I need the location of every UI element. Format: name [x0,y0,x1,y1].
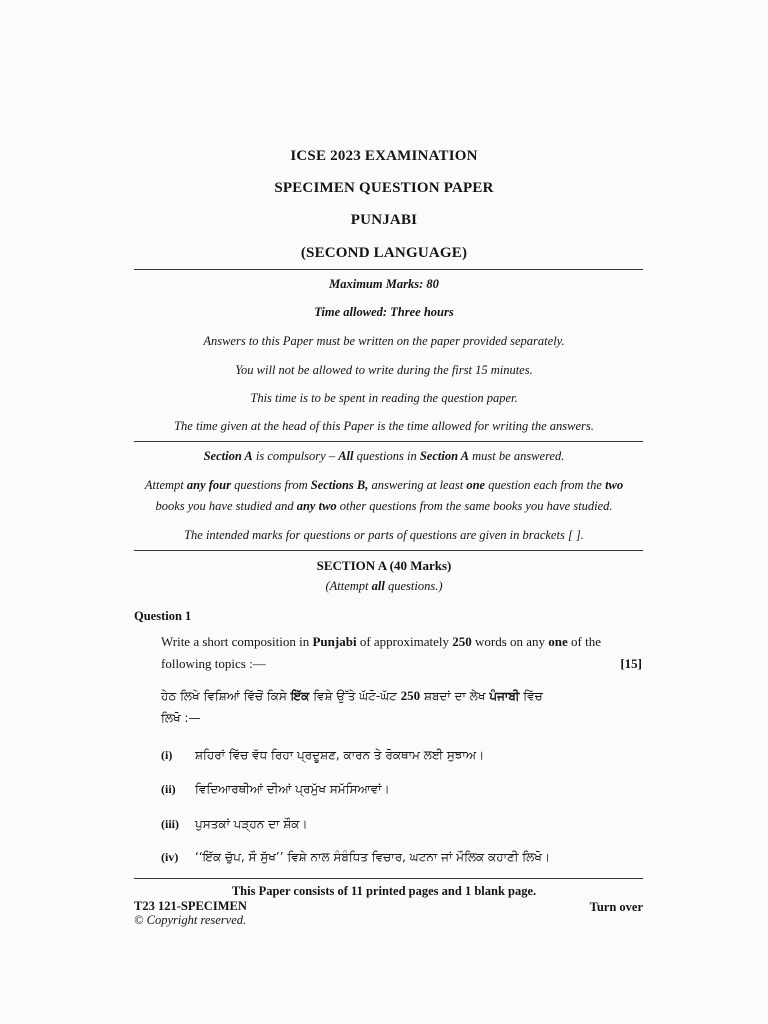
max-marks: Maximum Marks: 80 [329,277,439,291]
attempt-rule-cont: books you have studied and any two other questions from the same books you have studied. [155,499,613,513]
divider [134,878,643,879]
instruction-line: You will not be allowed to write during the first 15 minutes. [235,363,533,377]
subject-title: PUNJABI [350,212,418,228]
list-item: (iv) ‘‘ਇੱਕ ਚੁੱਪ, ਸੌ ਸੁੱਖ’’ ਵਿਸ਼ੇ ਨਾਲ ਸੰਬੰਧਿਤ ਵਿਚਾਰ, ਘਟਨਾ ਜਾਂ ਮੌਲਿਕ ਕਹਾਣੀ ਲਿਖੋ। [161,850,550,864]
marks-note: The intended marks for questions or parts of questions are given in brackets [ ]. [184,528,584,542]
question-text-pa: ਹੇਠ ਲਿਖੇ ਵਿਸ਼ਿਆਂ ਵਿੱਚੋਂ ਕਿਸੇ ਇੱਕ ਵਿਸ਼ੇ ਉੱਤੇ ਘੱਟੋ-ਘੱਟ 250 ਸ਼ਬਦਾਂ ਦਾ ਲੇਖ ਪੰਜਾਬੀ ਵਿੱਚ [161,688,543,703]
question-text-en-cont: following topics :— [161,656,266,671]
divider [134,269,643,270]
question-label: Question 1 [134,609,192,623]
list-item: (i) ਸ਼ਹਿਰਾਂ ਵਿੱਚ ਵੱਧ ਰਿਹਾ ਪ੍ਰਦੂਸ਼ਣ, ਕਾਰਨ ਤੇ ਰੋਕਥਾਮ ਲਈ ਸੁਝਾਅ। [161,748,485,762]
attempt-rule: Attempt any four questions from Sections B, answering at least one question each from the two [144,478,624,492]
paper-code: T23 121-SPECIMEN [134,899,247,913]
instruction-line: Answers to this Paper must be written on the paper provided separately. [203,334,565,348]
instruction-line: This time is to be spent in reading the question paper. [250,391,518,405]
question-text-en: Write a short composition in Punjabi of approximately 250 words on any one of the [161,634,601,649]
section-a-subtitle: (Attempt all questions.) [325,579,443,593]
section-a-title: SECTION A (40 Marks) [316,558,452,573]
turn-over: Turn over [589,900,643,914]
exam-title: ICSE 2023 EXAMINATION [290,148,478,164]
language-title: (SECOND LANGUAGE) [300,245,468,261]
list-item: (iii) ਪੁਸਤਕਾਂ ਪੜ੍ਹਨ ਦਾ ਸ਼ੌਕ। [161,817,308,831]
question-marks: [15] [620,656,642,671]
time-allowed: Time allowed: Three hours [314,305,454,319]
copyright: © Copyright reserved. [134,913,247,927]
paper-type: SPECIMEN QUESTION PAPER [274,180,494,196]
instruction-line: The time given at the head of this Paper is the time allowed for writing the answers. [174,419,594,433]
divider [134,441,643,442]
page-count-note: This Paper consists of 11 printed pages and 1 blank page. [231,884,537,898]
divider [134,550,643,551]
section-a-rule: Section A is compulsory – All questions in Section A must be answered. [203,449,565,463]
list-item: (ii) ਵਿਦਿਆਰਥੀਆਂ ਦੀਆਂ ਪ੍ਰਮੁੱਖ ਸਮੱਸਿਆਵਾਂ। [161,782,390,796]
question-text-pa-cont: ਲਿਖੋ :— [161,711,201,725]
